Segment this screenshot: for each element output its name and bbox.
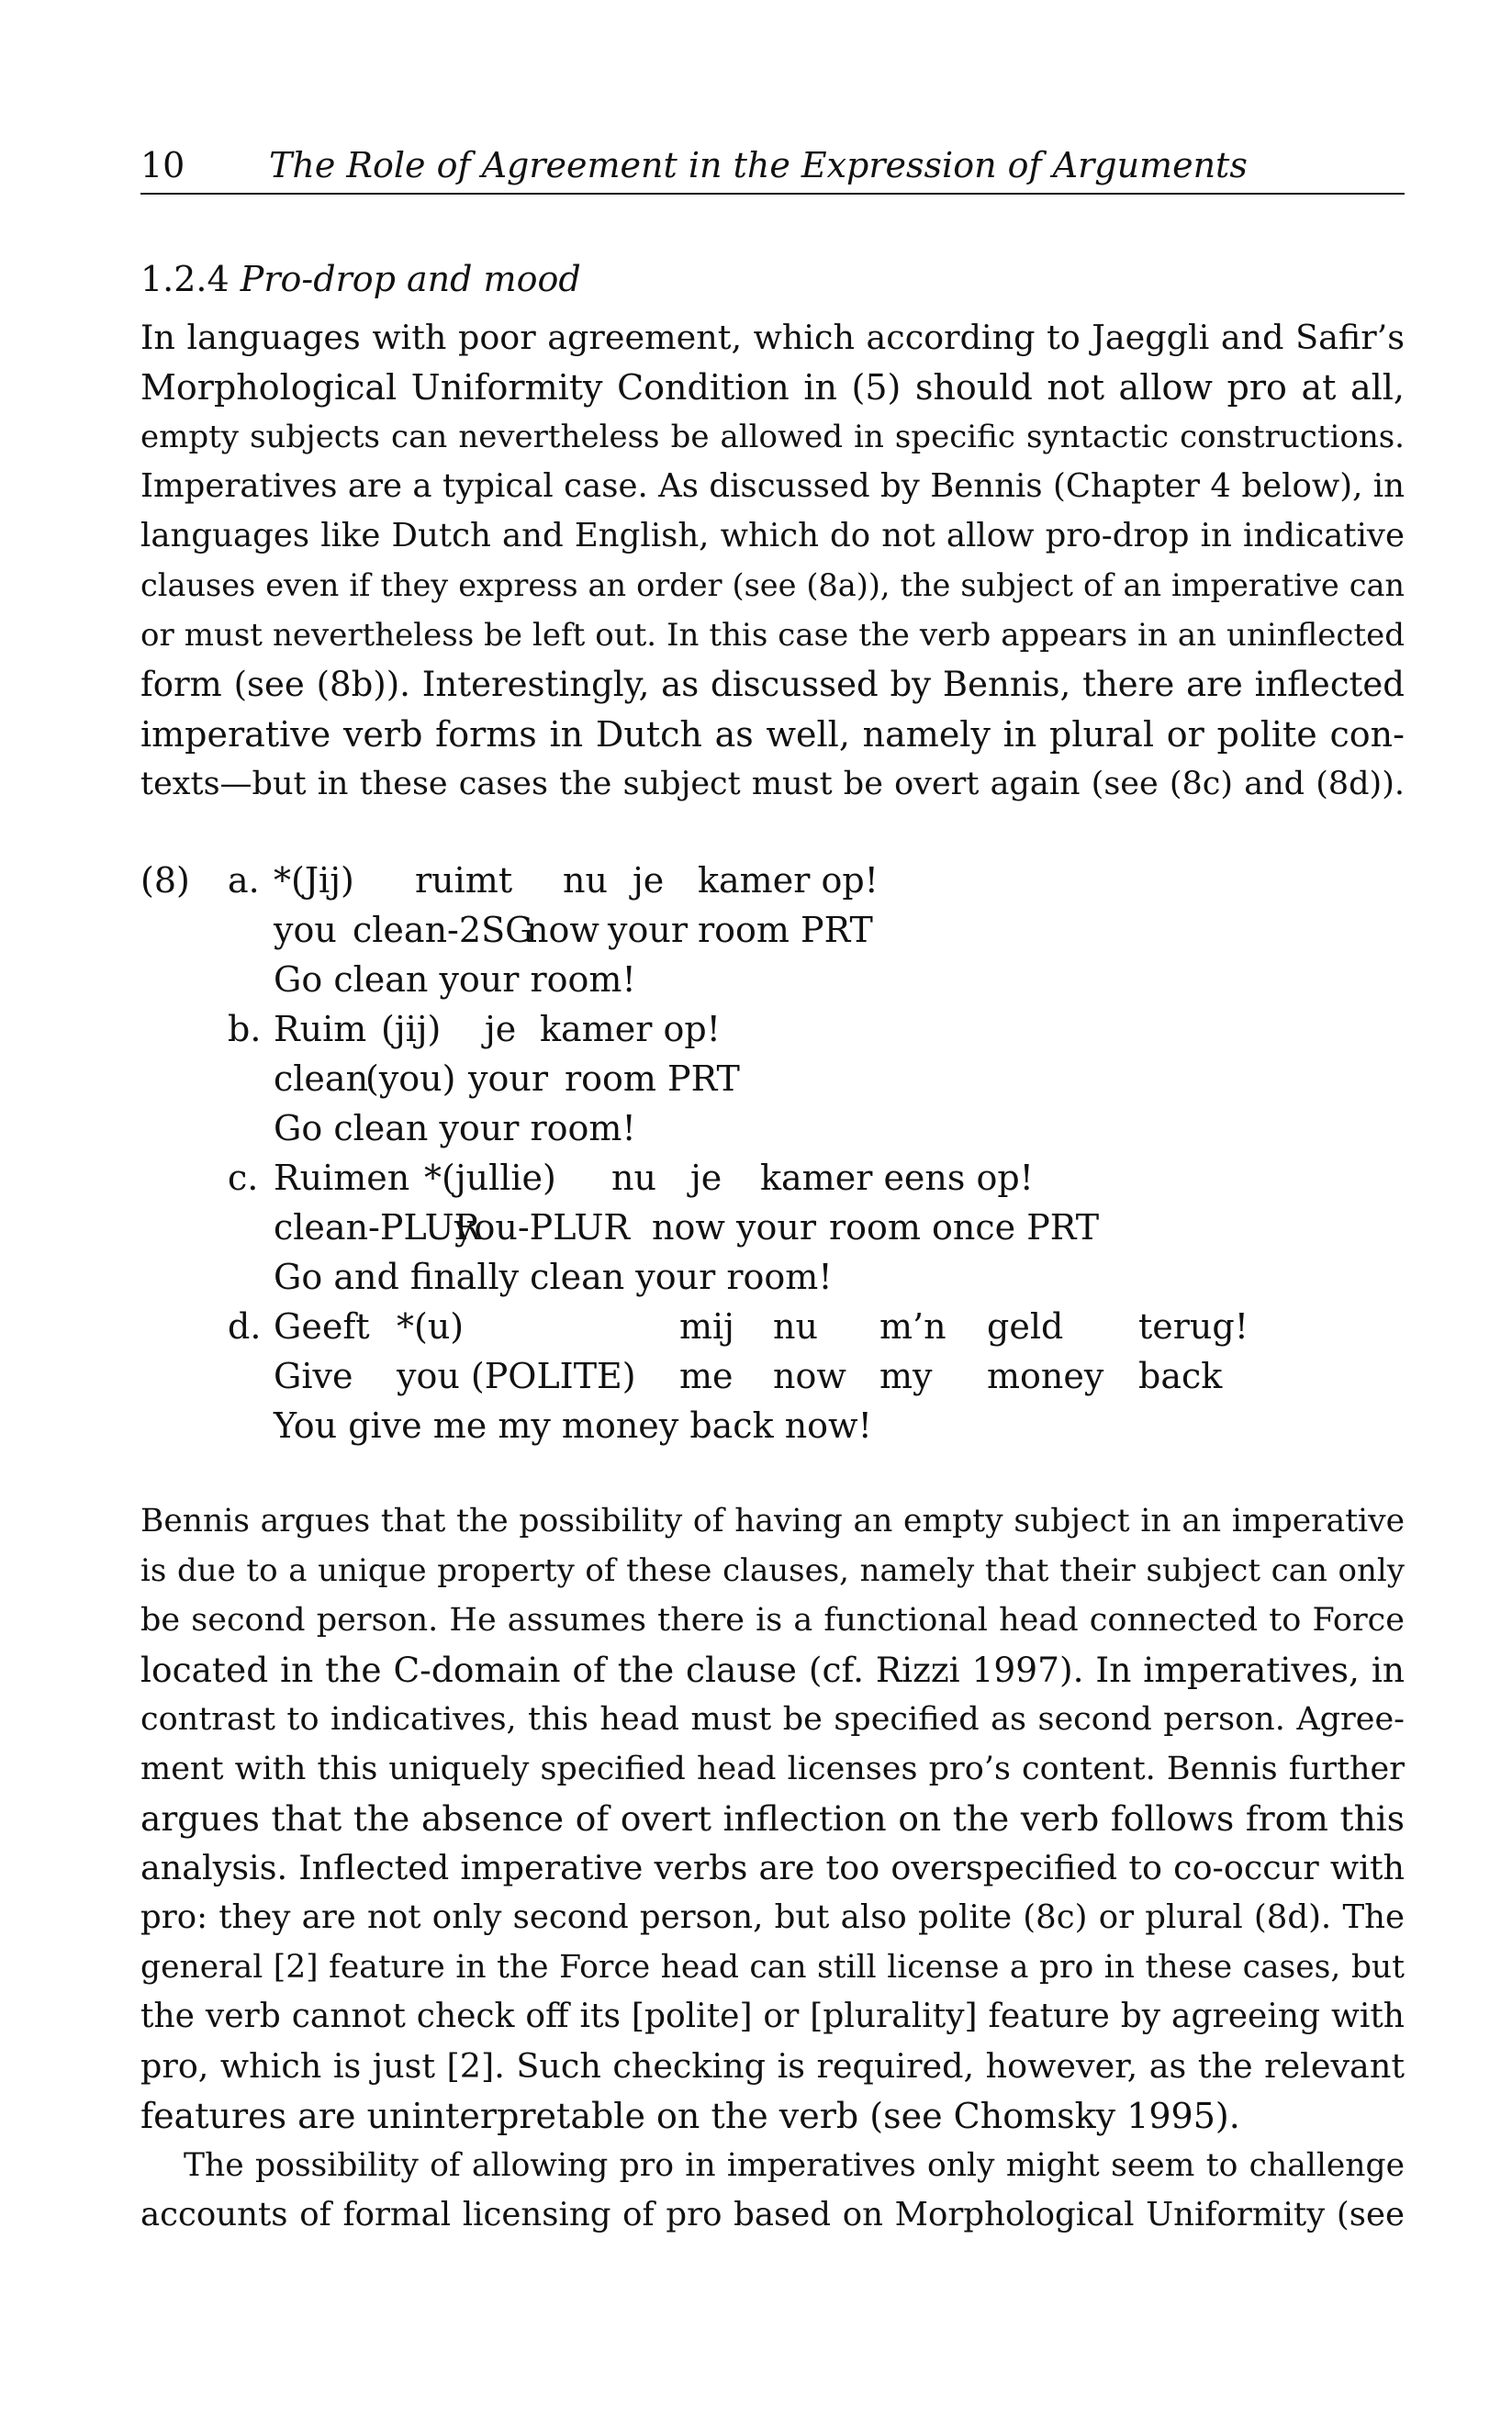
gloss-word: room PRT: [565, 1058, 740, 1099]
gloss-word: you: [274, 910, 337, 950]
example-item-letter: a.: [228, 860, 260, 901]
paragraph2-line: the verb cannot check off its [polite] or [plurality] feature by agreeing with: [140, 1998, 1405, 2035]
section-number: 1.2.4: [140, 259, 230, 299]
gloss-word: je: [485, 1009, 517, 1049]
paragraph1-line: imperative verb forms in Dutch as well, namely in plural or polite con-: [140, 714, 1405, 755]
paragraph1-line: Morphological Uniformity Condition in (5) should not allow pro at all,: [140, 367, 1405, 408]
paragraph3-line: accounts of formal licensing of pro based on Morphological Uniformity (see: [140, 2196, 1405, 2233]
gloss-word: you-PLUR: [454, 1207, 631, 1248]
gloss-word: clean: [274, 1058, 369, 1099]
gloss-word: kamer op!: [698, 860, 879, 901]
paragraph2-line: is due to a unique property of these clauses, namely that their subject can only: [140, 1552, 1405, 1589]
gloss-word: clean-2SG: [353, 910, 533, 950]
paragraph2-line: located in the C-domain of the clause (cf. Rizzi 1997). In imperatives, in: [140, 1650, 1405, 1690]
paragraph1-line: clauses even if they express an order (see (8a)), the subject of an imperative can: [140, 567, 1405, 603]
gloss-word: Geeft: [274, 1306, 370, 1347]
paragraph1-line: In languages with poor agreement, which according to Jaeggli and Safir’s: [140, 318, 1405, 357]
gloss-word: ruimt: [415, 860, 513, 901]
paragraph1-line: form (see (8b)). Interestingly, as discussed by Bennis, there are inflected: [140, 665, 1405, 704]
gloss-word: back: [1138, 1356, 1223, 1396]
example-translation: You give me my money back now!: [274, 1405, 872, 1446]
paragraph2-line: analysis. Inflected imperative verbs are too overspecified to co-occur with: [140, 1848, 1405, 1887]
paragraph3-line: The possibility of allowing pro in imperatives only might seem to challenge: [184, 2147, 1405, 2184]
section-heading: [140, 252, 581, 307]
example-translation: Go clean your room!: [274, 959, 636, 1000]
running-title: The Role of Agreement in the Expression of Arguments: [269, 145, 1248, 185]
paragraph2-line: general [2] feature in the Force head can still license a pro in these cases, but: [140, 1949, 1405, 1986]
gloss-word: Give: [274, 1356, 353, 1396]
gloss-word: money: [987, 1356, 1104, 1396]
gloss-word: (you): [365, 1058, 456, 1099]
paragraph2-line: pro: they are not only second person, but also polite (8c) or plural (8d). The: [140, 1898, 1405, 1936]
example-item-letter: c.: [228, 1158, 259, 1198]
paragraph1-line: languages like Dutch and English, which do not allow pro-drop in indicative: [140, 517, 1405, 554]
gloss-word: je: [690, 1158, 722, 1198]
paragraph2-line: pro, which is just [2]. Such checking is required, however, as the relevant: [140, 2046, 1405, 2086]
gloss-word: nu: [563, 860, 608, 901]
example-number: (8): [140, 860, 190, 901]
gloss-word: now: [773, 1356, 846, 1396]
gloss-word: m’n: [879, 1306, 946, 1347]
section-title: Pro-drop and mood: [240, 259, 581, 299]
example-translation: Go and finally clean your room!: [274, 1257, 833, 1297]
gloss-word: terug!: [1138, 1306, 1249, 1347]
paragraph2-line: contrast to indicatives, this head must be specified as second person. Agree-: [140, 1701, 1405, 1738]
gloss-word: me: [679, 1356, 734, 1396]
gloss-word: your: [736, 1207, 816, 1248]
example-translation: Go clean your room!: [274, 1108, 636, 1148]
gloss-word: kamer op!: [540, 1009, 721, 1049]
gloss-word: Ruimen: [274, 1158, 410, 1198]
gloss-word: clean-PLUR: [274, 1207, 481, 1248]
gloss-word: *(Jij): [274, 860, 354, 901]
running-head: [140, 138, 1405, 195]
paragraph2-line: ment with this uniquely specified head licenses pro’s content. Bennis further: [140, 1751, 1405, 1787]
gloss-word: kamer eens op!: [760, 1158, 1034, 1198]
gloss-word: mij: [679, 1306, 734, 1347]
gloss-word: your: [608, 910, 688, 950]
example-item-letter: d.: [228, 1306, 262, 1347]
gloss-word: your: [468, 1058, 548, 1099]
paragraph1-line: empty subjects can nevertheless be allowed in specific syntactic constructions.: [140, 419, 1405, 455]
gloss-word: *(jullie): [424, 1158, 556, 1198]
example-item-letter: b.: [228, 1009, 262, 1049]
paragraph1-line: Imperatives are a typical case. As discussed by Bennis (Chapter 4 below), in: [140, 467, 1405, 505]
paragraph2-line: be second person. He assumes there is a functional head connected to Force: [140, 1602, 1405, 1639]
gloss-word: je: [633, 860, 665, 901]
gloss-word: *(u): [397, 1306, 465, 1347]
gloss-word: you (POLITE): [397, 1356, 636, 1396]
page-number: 10: [140, 145, 185, 185]
paragraph1-line: texts—but in these cases the subject must be overt again (see (8c) and (8d)).: [140, 766, 1405, 802]
paragraph2-line: argues that the absence of overt inflection on the verb follows from this: [140, 1798, 1405, 1839]
gloss-word: room once PRT: [829, 1207, 1100, 1248]
gloss-word: now: [652, 1207, 725, 1248]
paragraph2-line: features are uninterpretable on the verb (see Chomsky 1995).: [140, 2096, 1240, 2136]
gloss-word: (jij): [381, 1009, 442, 1049]
gloss-word: my: [879, 1356, 933, 1396]
paragraph1-line: or must nevertheless be left out. In this case the verb appears in an uninflected: [140, 617, 1405, 654]
paragraph2-line: Bennis argues that the possibility of having an empty subject in an imperative: [140, 1503, 1405, 1539]
gloss-word: Ruim: [274, 1009, 367, 1049]
gloss-word: nu: [773, 1306, 818, 1347]
gloss-word: geld: [987, 1306, 1064, 1347]
gloss-word: room PRT: [698, 910, 873, 950]
gloss-word: nu: [611, 1158, 656, 1198]
gloss-word: now: [526, 910, 599, 950]
